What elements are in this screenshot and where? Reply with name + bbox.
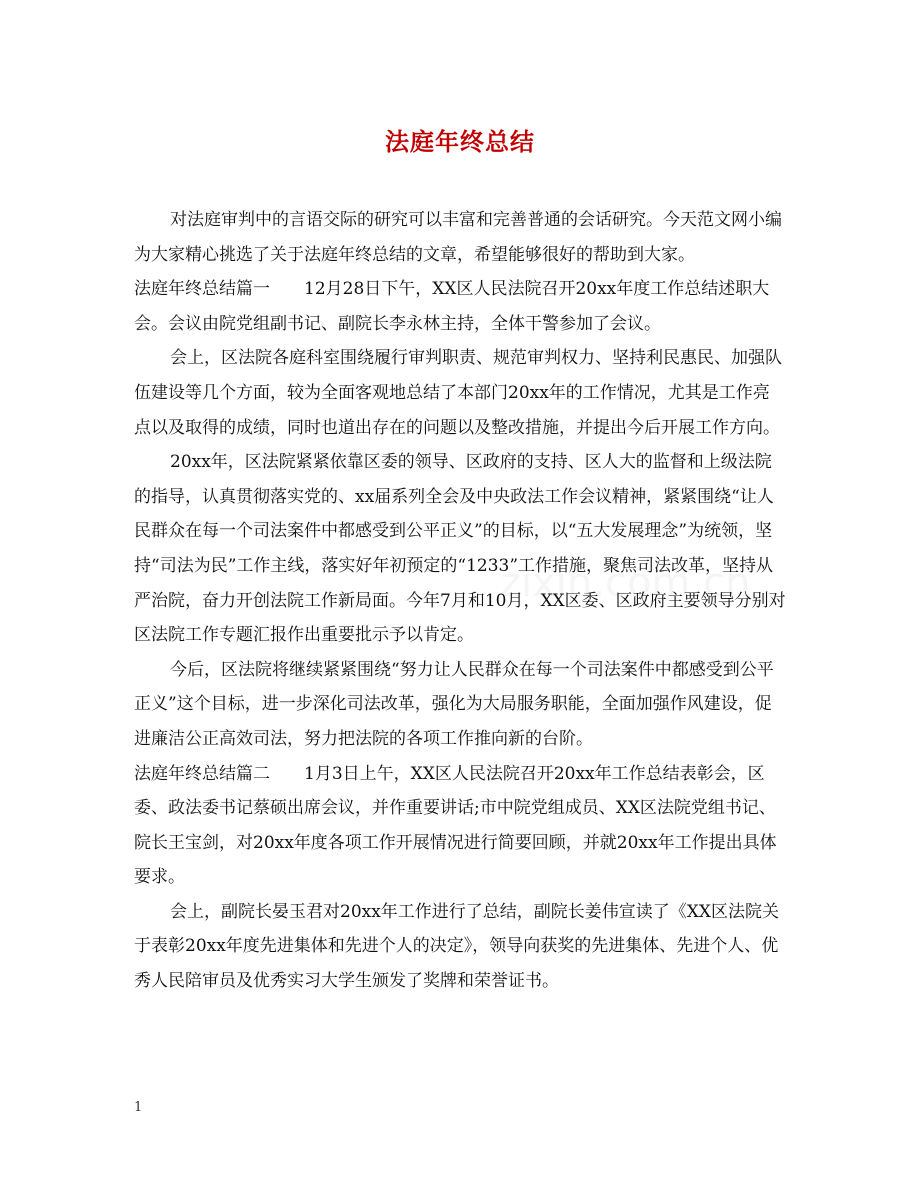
- paragraph: 20xx年，区法院紧紧依靠区委的领导、区政府的支持、区人大的监督和上级法院的指导，认真贯彻落实党的、xx届系列全会及中央政法工作会议精神，紧紧围绕“让人民群众在每一个司法案件中都感受到公平正义”的目标，以“五大发展理念”为统领，坚持“司法为民”工作主线，落实好年初预定的“1233”工作措施，聚焦司法改革，坚持从严治院，奋力开创法院工作新局面。今年7月和10月，XX区委、区政府主要领导分别对区法院工作专题汇报作出重要批示予以肯定。: [134, 452, 786, 646]
- document-body: [134, 203, 786, 999]
- paragraph-part-one-heading: 法庭年终总结篇一 12月28日下午，XX区人民法院召开20xx年度工作总结述职大会。会议由院党组副书记、副院长李永林主持，全体干警参加了会议。: [134, 279, 770, 334]
- paragraph: 会上，区法院各庭科室围绕履行审判职责、规范审判权力、坚持利民惠民、加强队伍建设等几个方面，较为全面客观地总结了本部门20xx年的工作情况，尤其是工作亮点以及取得的成绩，同时也道出存在的问题以及整改措施，并提出今后开展工作方向。: [134, 348, 782, 438]
- page-number: 1: [134, 1100, 143, 1115]
- paragraph-intro: 对法庭审判中的言语交际的研究可以丰富和完善普通的会话研究。今天范文网小编为大家精心挑选了关于法庭年终总结的文章，希望能够很好的帮助到大家。: [134, 210, 782, 265]
- paragraph: 今后，区法院将继续紧紧围绕“努力让人民群众在每一个司法案件中都感受到公平正义”这个目标，进一步深化司法改革，强化为大局服务职能，全面加强作风建设，促进廉洁公正高效司法，努力把法院的各项工作推向新的台阶。: [134, 659, 774, 749]
- document-title: 法庭年终总结: [385, 127, 535, 156]
- paragraph: 会上，副院长晏玉君对20xx年工作进行了总结，副院长姜伟宣读了《XX区法院关于表彰20xx年度先进集体和先进个人的决定》，领导向获奖的先进集体、先进个人、优秀人民陪审员及优秀实习大学生颁发了奖牌和荣誉证书。: [134, 901, 780, 992]
- paragraph-part-two-heading: 法庭年终总结篇二 1月3日上午，XX区人民法院召开20xx年工作总结表彰会，区委、政法委书记蔡硕出席会议，并作重要讲话;市中院党组成员、XX区法院党组书记、院长王宝剑，对20xx年度各项工作开展情况进行简要回顾，并就20xx年工作提出具体要求。: [134, 763, 777, 888]
